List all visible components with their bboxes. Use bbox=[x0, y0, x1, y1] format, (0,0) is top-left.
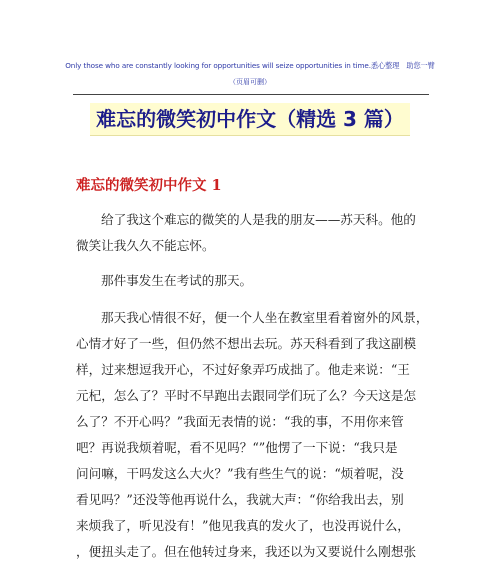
paragraph-line: 那天我心情很不好，便一个人坐在教室里看着窗外的风景， bbox=[101, 310, 429, 325]
paragraph-line: 吧？再说我烦着呢，看不见吗？“”他愣了一下说：“我只是 bbox=[76, 440, 398, 455]
paragraph-line: 那件事发生在考试的那天。 bbox=[101, 273, 253, 288]
header-subtitle: （页眉可删） bbox=[229, 78, 271, 86]
paragraph-line: ，便扭头走了。但在他转过身来，我还以为又要说什么刚想张 bbox=[76, 544, 417, 559]
paragraph-3 bbox=[76, 305, 429, 565]
section-title: 难忘的微笑初中作文 1 bbox=[76, 177, 222, 194]
paragraph-line: 问问嘛，干吗发这么大火？”我有些生气的说：“烦着呢，没 bbox=[76, 466, 404, 481]
header-motto: Only those who are constantly looking for opportunities will seize opportunities in time.悉心整理 助您一臂 bbox=[65, 61, 435, 70]
document-title-wrapper bbox=[0, 103, 500, 136]
paragraph-line: 心情才好了一些，但仍然不想出去玩。苏天科看到了我这副模 bbox=[76, 336, 417, 351]
paragraph-1 bbox=[76, 207, 426, 259]
paragraph-line: 么了？不开心吗？”我面无表情的说：“我的事，不用你来管 bbox=[76, 414, 404, 429]
paragraph-line: 元杞，怎么了？平时不早跑出去跟同学们玩了么？今天这是怎 bbox=[76, 388, 417, 403]
document-title: 难忘的微笑初中作文（精选 3 篇） bbox=[90, 103, 410, 136]
paragraph-line: 微笑让我久久不能忘怀。 bbox=[76, 238, 215, 253]
paragraph-line: 来烦我了，听见没有！”他见我真的发火了，也没再说什么， bbox=[76, 518, 410, 533]
paragraph-line: 看见吗？”还没等他再说什么，我就大声：“你给我出去，别 bbox=[76, 492, 404, 507]
header-divider bbox=[73, 94, 429, 95]
paragraph-line: 样，过来想逗我开心，不过好象弄巧成拙了。他走来说：“王 bbox=[76, 362, 410, 377]
paragraph-line: 给了我这个难忘的微笑的人是我的朋友——苏天科。他的 bbox=[101, 212, 416, 227]
paragraph-2 bbox=[76, 268, 426, 294]
